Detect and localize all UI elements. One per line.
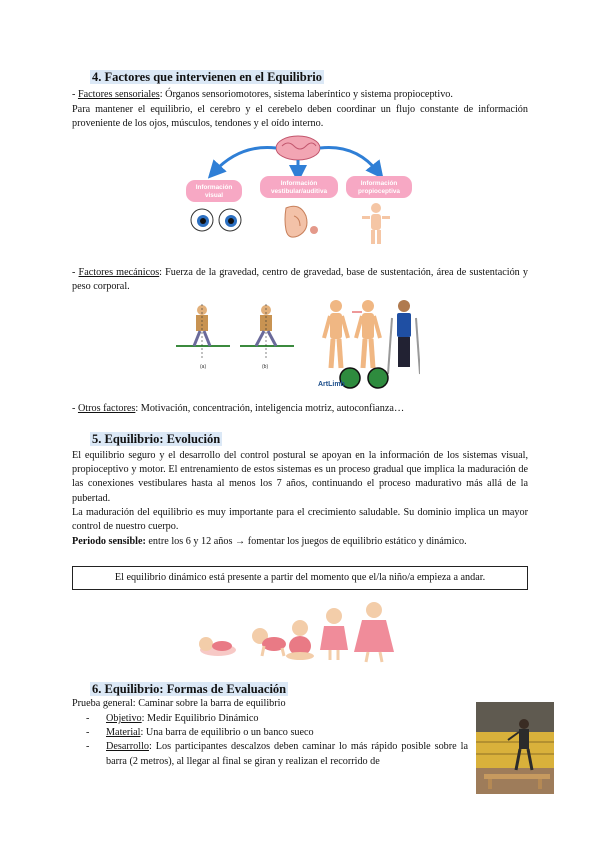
info-box-proprioceptive bbox=[346, 176, 412, 198]
arrow-left bbox=[214, 148, 276, 173]
balance-beam-photo bbox=[476, 702, 554, 794]
svg-text:(b): (b) bbox=[262, 364, 269, 370]
evaluation-list bbox=[72, 712, 468, 769]
section-6-heading: 6. Equilibrio: Formas de Evaluación bbox=[92, 682, 287, 696]
baby-development-illustration bbox=[196, 600, 406, 664]
baby-lying bbox=[199, 637, 236, 656]
section-5-heading: 5. Equilibrio: Evolución bbox=[92, 432, 221, 446]
baby-sitting bbox=[286, 620, 314, 660]
dynamic-balance-box: El equilibrio dinámico está presente a partir del momento que el/la niño/a empieza a andar. bbox=[72, 566, 528, 590]
svg-text:vestibular/auditiva: vestibular/auditiva bbox=[270, 188, 328, 195]
stance-figures bbox=[170, 300, 300, 372]
svg-text:ArtLimb: ArtLimb bbox=[318, 381, 345, 388]
baby-crawling bbox=[252, 628, 286, 656]
sensorial-factors: - Factores sensoriales: Órganos sensoriomotores, sistema laberíntico y sistema propioceptivo. bbox=[72, 89, 453, 100]
toddler-standing bbox=[320, 608, 348, 660]
section-4-paragraph: Para mantener el equilibrio, el cerebro y el cerebelo deben coordinar un flujo constante de información proveniente de los ojos, músculos, tendones y el oído interno. bbox=[72, 104, 528, 130]
body-balance-figures bbox=[316, 296, 420, 392]
other-factors: - Otros factores: Motivación, concentración, inteligencia motriz, autoconfianza… bbox=[72, 403, 405, 414]
sensitive-period: Periodo sensible: entre los 6 y 12 años → fomentar los juegos de equilibrio estático y dinámico. bbox=[72, 536, 467, 547]
information-diagram bbox=[180, 134, 420, 246]
brain-icon bbox=[276, 136, 320, 160]
anatomy-figure-2 bbox=[352, 300, 380, 368]
section-5-paragraph-2: La maduración del equilibrio es muy importante para el crecimiento saludable. Su dominio implica un mayor control de nuestro cuerpo. bbox=[72, 507, 528, 533]
section-5-paragraph-1: El equilibrio seguro y el desarrollo del control postural se apoyan en la información de los sistemas visual, propioceptivo y motor. El entrenamiento de estos sistemas es un proceso gradual que implica la maduración de las conexiones vestibulares hasta al menos los 7 años, continuando el proceso madurativo más allá de la pubertad. bbox=[72, 450, 528, 504]
eyes-icon bbox=[191, 209, 241, 231]
general-test: Prueba general: Caminar sobre la barra de equilibrio bbox=[72, 698, 286, 709]
svg-text:Información: Información bbox=[280, 180, 318, 187]
ear-icon bbox=[285, 206, 318, 237]
list-item: - Material: Una barra de equilibrio o un banco sueco bbox=[86, 727, 314, 739]
foot-detail-circles bbox=[340, 368, 388, 388]
section-4-heading: 4. Factores que intervienen en el Equilibrio bbox=[92, 70, 322, 84]
arrow-right bbox=[320, 148, 378, 173]
girl-walking bbox=[354, 602, 394, 662]
list-item: - Objetivo: Medir Equilibrio Dinámico bbox=[86, 713, 259, 724]
svg-text:Información: Información bbox=[360, 180, 398, 187]
svg-text:(a): (a) bbox=[200, 364, 207, 370]
anatomy-figure-1 bbox=[324, 300, 348, 368]
svg-text:visual: visual bbox=[204, 192, 224, 199]
svg-text:propioceptiva: propioceptiva bbox=[358, 188, 400, 195]
info-box-vestibular bbox=[260, 176, 338, 198]
body-figure-icon bbox=[362, 203, 390, 244]
mechanical-factors: - Factores mecánicos: Fuerza de la gravedad, centro de gravedad, base de sustentación, área de sustentación y peso corporal. bbox=[72, 267, 528, 293]
list-item: - Desarrollo: Los participantes descalzos deben caminar lo más rápido posible sobre la barra (2 metros), al llegar al final se giran y realizan el recorrido de bbox=[86, 741, 468, 767]
svg-text:Información: Información bbox=[195, 184, 233, 191]
info-box-visual bbox=[186, 180, 242, 202]
crutches-figure bbox=[388, 300, 420, 374]
